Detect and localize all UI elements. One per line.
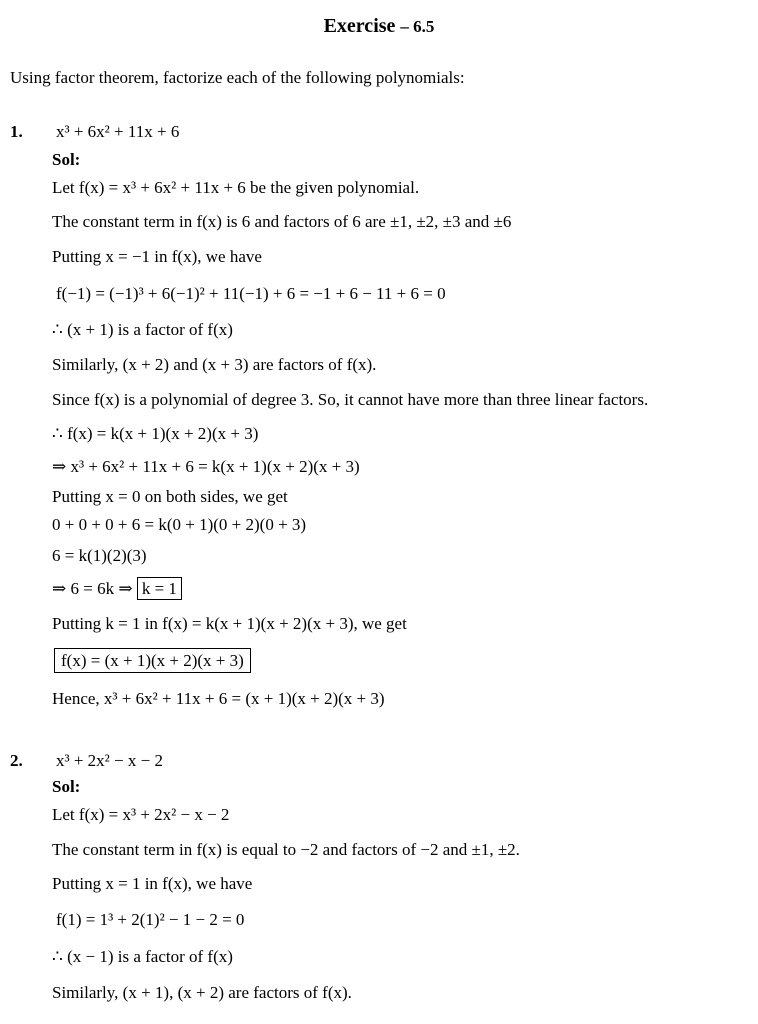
q1-line: Similarly, (x + 2) and (x + 3) are factors of f(x). xyxy=(52,355,377,374)
q1-line: The constant term in f(x) is 6 and factors of 6 are ±1, ±2, ±3 and ±6 xyxy=(52,212,512,231)
q2-line: f(1) = 1³ + 2(1)² − 1 − 2 = 0 xyxy=(56,910,245,929)
q1-line: 0 + 0 + 0 + 6 = k(0 + 1)(0 + 2)(0 + 3) xyxy=(52,515,307,534)
q1-line: 6 = k(1)(2)(3) xyxy=(52,546,147,565)
question-1-polynomial: x³ + 6x² + 11x + 6 xyxy=(56,122,180,141)
q1-line: ∴ f(x) = k(x + 1)(x + 2)(x + 3) xyxy=(52,424,259,443)
q2-line: ∴ (x − 1) is a factor of f(x) xyxy=(52,947,233,966)
q1-line: ∴ (x + 1) is a factor of f(x) xyxy=(52,320,233,339)
q2-sol-label: Sol: xyxy=(52,777,81,796)
exercise-number: – 6.5 xyxy=(400,17,435,36)
q1-line: Putting x = 0 on both sides, we get xyxy=(52,487,288,506)
q1-result-line xyxy=(54,648,251,673)
q1-line: Putting x = −1 in f(x), we have xyxy=(52,247,262,266)
q1-hence: Hence, x³ + 6x² + 11x + 6 = (x + 1)(x + 2)(x + 3) xyxy=(52,689,385,708)
q1-k-line xyxy=(52,577,182,600)
exercise-title: Exercise xyxy=(323,15,396,37)
q1-line: ⇒ x³ + 6x² + 11x + 6 = k(x + 1)(x + 2)(x + 3) xyxy=(52,457,360,476)
page-title xyxy=(0,14,758,38)
q1-k-prefix: ⇒ 6 = 6k ⇒ xyxy=(52,579,133,598)
question-2-polynomial: x³ + 2x² − x − 2 xyxy=(56,751,163,770)
question-1-number: 1. xyxy=(10,122,23,141)
intro-text: Using factor theorem, factorize each of the following polynomials: xyxy=(10,68,465,87)
q1-putting-k: Putting k = 1 in f(x) = k(x + 1)(x + 2)(x + 3), we get xyxy=(52,614,407,633)
q1-line: Let f(x) = x³ + 6x² + 11x + 6 be the given polynomial. xyxy=(52,178,420,197)
question-2-number: 2. xyxy=(10,751,23,770)
q2-line: Let f(x) = x³ + 2x² − x − 2 xyxy=(52,805,230,824)
q1-line: f(−1) = (−1)³ + 6(−1)² + 11(−1) + 6 = −1 + 6 − 11 + 6 = 0 xyxy=(56,284,446,303)
q1-sol-label: Sol: xyxy=(52,150,81,169)
q2-line: Putting x = 1 in f(x), we have xyxy=(52,874,253,893)
q1-line: Since f(x) is a polynomial of degree 3. So, it cannot have more than three linear factors. xyxy=(52,390,649,409)
q2-line: The constant term in f(x) is equal to −2 and factors of −2 and ±1, ±2. xyxy=(52,840,520,859)
k-value-box: k = 1 xyxy=(137,577,182,600)
result-box: f(x) = (x + 1)(x + 2)(x + 3) xyxy=(54,648,251,673)
q2-line: Similarly, (x + 1), (x + 2) are factors of f(x). xyxy=(52,983,352,1002)
